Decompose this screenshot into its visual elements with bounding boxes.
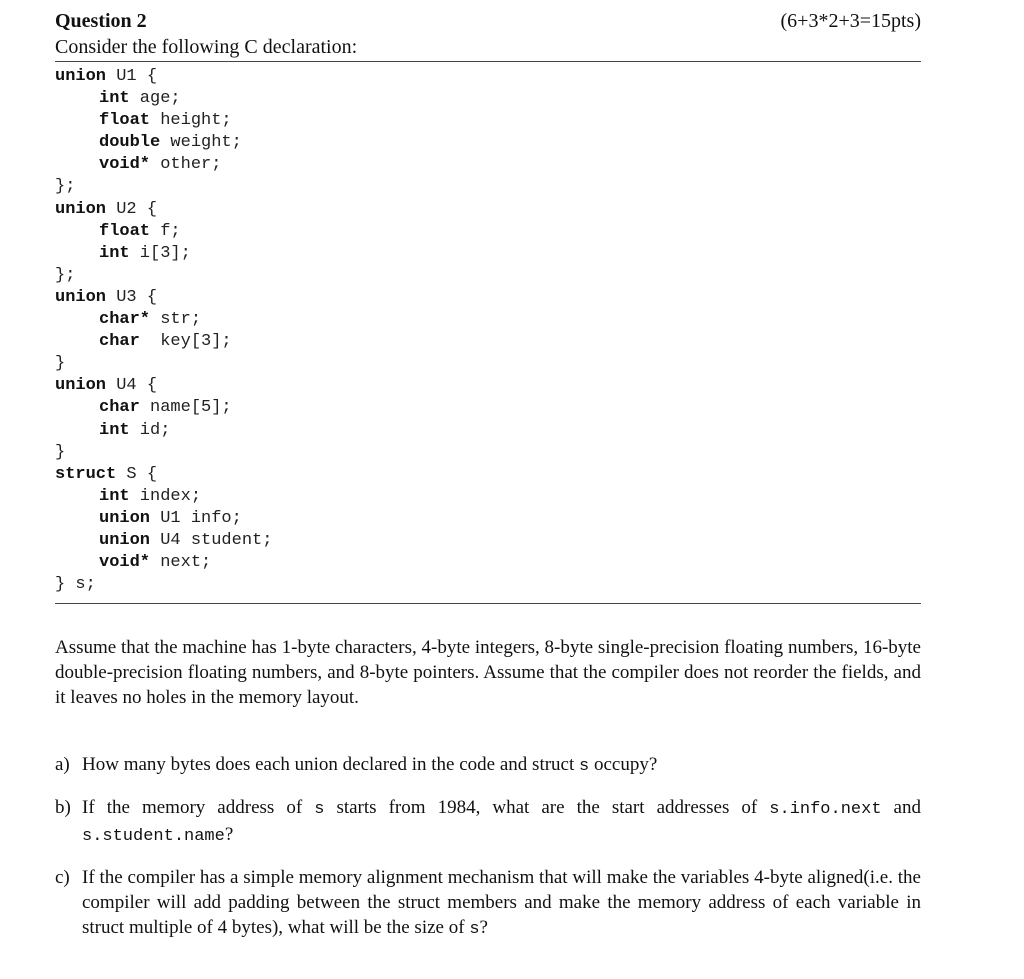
- question-a: [55, 752, 921, 779]
- code-text: age;: [129, 89, 181, 109]
- code-keyword: union: [55, 376, 107, 396]
- code-text: f;: [150, 221, 181, 241]
- code-text: U2 {: [106, 199, 158, 219]
- code-text: height;: [150, 111, 232, 131]
- code-line: [55, 331, 272, 353]
- code-line: [55, 508, 272, 530]
- intro-text: Consider the following C declaration:: [55, 36, 358, 58]
- question-text: ?: [224, 824, 234, 845]
- code-line: [55, 66, 272, 88]
- question-points: (6+3*2+3=15pts): [780, 10, 921, 32]
- code-text: U3 {: [106, 287, 158, 307]
- code-block: [55, 66, 272, 596]
- code-text: U1 {: [106, 67, 158, 86]
- code-text: other;: [150, 155, 222, 175]
- code-line: [55, 309, 272, 331]
- code-text: U4 {: [106, 376, 158, 396]
- question-label: a): [55, 754, 70, 775]
- code-line: [55, 154, 272, 176]
- question-label: c): [55, 867, 70, 888]
- question-header: [55, 10, 921, 38]
- code-line: [55, 530, 272, 552]
- question-c: [55, 865, 921, 942]
- code-line: [55, 353, 272, 375]
- question-text: and: [881, 797, 921, 818]
- code-line: [55, 375, 272, 397]
- question-label: b): [55, 797, 71, 818]
- code-keyword: char*: [99, 310, 151, 330]
- code-text: index;: [129, 486, 202, 506]
- code-text: }: [55, 442, 66, 462]
- code-line: [55, 243, 272, 265]
- code-line: [55, 110, 272, 132]
- code-keyword: union: [55, 287, 107, 307]
- code-line: [55, 464, 272, 486]
- code-text: S {: [116, 464, 158, 484]
- bottom-divider: [55, 603, 921, 604]
- code-keyword: int: [99, 420, 130, 440]
- code-line: [55, 199, 272, 221]
- inline-code: s.student.name: [82, 827, 225, 846]
- question-list: [55, 752, 921, 958]
- code-text: };: [55, 265, 76, 285]
- code-line: [55, 287, 272, 309]
- code-text: i[3];: [129, 243, 191, 263]
- code-keyword: double: [99, 133, 161, 153]
- question-text: How many bytes does each union declared in the code and struct: [82, 754, 580, 775]
- code-keyword: float: [99, 111, 151, 131]
- code-text: next;: [150, 553, 212, 573]
- code-line: [55, 88, 272, 110]
- question-text: ?: [479, 917, 488, 938]
- code-line: [55, 221, 272, 243]
- code-keyword: int: [99, 89, 130, 109]
- assumption-paragraph: Assume that the machine has 1-byte characters, 4-byte integers, 8-byte single-precision floating numbers, 16-byte double-precision floating numbers, and 8-byte pointers. Assume that the compiler does not reorder the fields, and it leaves no holes in the memory layout.: [55, 637, 921, 708]
- question-b: [55, 795, 921, 849]
- code-text: id;: [129, 420, 171, 440]
- code-keyword: void*: [99, 553, 151, 573]
- question-text: If the compiler has a simple memory alignment mechanism that will make the variables 4-byte aligned(i.e. the compiler will add padding between the struct members and make the memory address of each variable in struct multiple of 4 bytes), what will be the size of: [82, 867, 921, 938]
- code-text: key[3];: [139, 332, 232, 352]
- code-line: [55, 132, 272, 154]
- code-text: U4 student;: [150, 530, 273, 550]
- code-text: }: [55, 354, 66, 374]
- code-keyword: int: [99, 486, 130, 506]
- inline-code: s: [579, 757, 590, 776]
- code-keyword: float: [99, 221, 151, 241]
- question-title: Question 2: [55, 10, 147, 32]
- inline-code: s: [314, 800, 325, 819]
- code-line: [55, 552, 272, 574]
- code-text: str;: [150, 310, 202, 330]
- code-line: [55, 176, 272, 198]
- question-text: If the memory address of: [82, 797, 315, 818]
- code-text: };: [55, 177, 76, 197]
- code-keyword: union: [99, 530, 151, 550]
- code-keyword: int: [99, 243, 130, 263]
- code-line: [55, 397, 272, 419]
- inline-code: s: [469, 920, 480, 939]
- code-line: [55, 442, 272, 464]
- code-text: } s;: [55, 575, 96, 595]
- code-keyword: union: [55, 67, 107, 86]
- code-line: [55, 574, 272, 596]
- code-line: [55, 420, 272, 442]
- question-text: occupy?: [589, 754, 658, 775]
- code-keyword: char: [99, 332, 140, 352]
- inline-code: s.info.next: [769, 800, 882, 819]
- question-text: starts from 1984, what are the start addresses of: [324, 797, 770, 818]
- code-keyword: union: [55, 199, 107, 219]
- code-line: [55, 265, 272, 287]
- top-divider: [55, 61, 921, 62]
- code-keyword: char: [99, 398, 140, 418]
- code-text: U1 info;: [150, 508, 242, 528]
- code-keyword: struct: [55, 464, 117, 484]
- code-text: weight;: [160, 133, 242, 153]
- code-line: [55, 486, 272, 508]
- code-keyword: void*: [99, 155, 151, 175]
- code-keyword: union: [99, 508, 151, 528]
- code-text: name[5];: [139, 398, 232, 418]
